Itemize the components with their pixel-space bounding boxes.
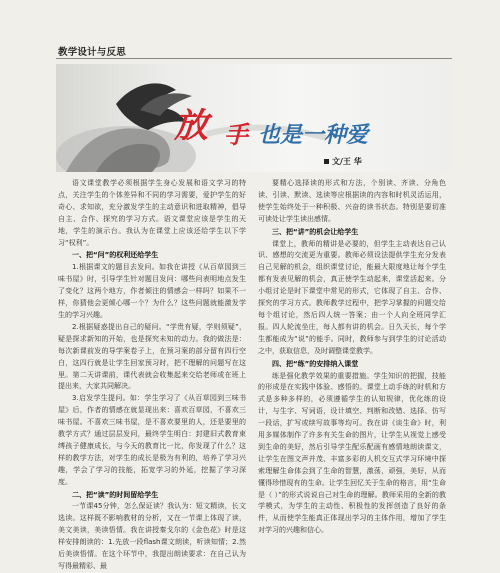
body-paragraph: 练是强化教学效果的重要措施。学生知识的把握，技能的形成是在实践中体验、感悟的。课堂上动手练的时机和方式是多种多样的，必须遵循学生的认知规律，优化练的设计，与生字、写词语，设计填空、判断和改错、选择、仿写一段话，扩写或续写故事等均可。我在讲《谈生命》时，利用多媒体制作了许多有关生命的图片，让学生从视觉上感受到生命的美好，然后引导学生配乐配画有感情地朗读课文，让学生在图文声并茂、丰富多彩的人机交互式学习环境中探索理解生命体会到了生命的智慧，激荡，顽强，美好，从而懂得珍惜现有的生命。让学生回忆关于生命的格言，用“生命是（ ）”的形式说说自己对生命的理解。教师采用的全新的教学模式，为学生的主动性、积极性的发挥创造了良好的条件，从而使学生能真正体现出学习的主体作用，增加了学生对学习的兴趣和信心。 bbox=[258, 371, 446, 535]
header-rule bbox=[56, 58, 452, 59]
section-heading: 一、把“问”的权利还给学生 bbox=[72, 251, 159, 260]
byline-text: 文/王 华 bbox=[332, 157, 362, 166]
body-paragraph: 2.根据疑惑提出自己的疑问。“学贵有疑，学则须疑”，疑是探求新知的开始，也是探究未知的动力。我的做法是：每次新课前发的导学案卷子上，在预习案的部分留有四行空白，这四行就是让学生回家预习时，把不理解的问题写在这里。第二天讲课前，课代表就会收集起来交给老师或在班上提出来，大家共同解决。 bbox=[58, 322, 246, 391]
article-title-fang: 放 bbox=[174, 106, 207, 146]
section-label: 教学设计与反思 bbox=[58, 47, 126, 58]
section-heading: 二、把“读”的时间留给学生 bbox=[72, 490, 159, 499]
body-paragraph: 一节课45分钟，怎么保证读？我认为：短文精读，长文选读。这样既不影响教材的分析，又在一节课上体现了读，美文美读，美读悟情。我在讲授秦戈尔的《金色花》时是这样安排朗读的：1.先放一段flash课文朗读，听读知情；2.然后美读悟情。在这个环节中，我提出朗读要求：在自己认为写得最精彩、最 bbox=[58, 502, 246, 570]
section-heading: 四、把“练”的安排纳入课堂 bbox=[272, 359, 359, 368]
body-paragraph: 1.根据课文的题目去发问。如我在讲授《从百草园到三味书屋》时，引导学生针对题目发问：哪些问表明地点发生了变化？这两个地方，作者倾注的情感会一样吗？如果不一样，你猜他会更倾心哪一个？为什么？这些问题就能激发学生的学习兴趣。 bbox=[58, 263, 246, 319]
section-heading: 三、把“讲”的机会让给学生 bbox=[272, 227, 359, 236]
body-paragraph: 语文课堂教学必须根据学生身心发展和语文学习的特点，关注学生的个体差异和不同的学习需要，爱护学生的好奇心、求知欲，充分激发学生的主动意识和进取精神，倡导自主、合作、探究的学习方式。语文课堂应该是学生的天地，学生的演示台。我认为在课堂上应该还给学生以下学习“权利”。 bbox=[58, 179, 246, 247]
body-paragraph: 课堂上，教师的精讲是必要的，但学生主动表达自己认识、感想的交流更为重要。教师必须设法提供学生充分发表自己见解的机会，组织课堂讨论，能最大限度地让每个学生都有发表见解的机会，真正使学生动起来，课堂活起来。分小组讨论是时下课堂中常见的形式，它体现了自主、合作、探究的学习方式。教师教学过程中，把学习掌握的问题交给每个组讨论，然后四人统一答案；由一个人向全班同学汇报。四人轮流坐庄，每人都有讲的机会。日久天长，每个学生都能成为“说”的能手。同时，教师参与到学生的讨论活动之中，获取信息，及时调整课堂教学。 bbox=[258, 239, 446, 355]
body-paragraph: 3.启发学生提问。如：学生学习了《从百草园到三味书屋》后，作者的情感在就显现出来：喜欢百草园，不喜欢三味书屋。不喜欢三味书屋，是不喜欢要里的人，还是要里的教学方式？通过层层发问，最终学生明白：封建旧式教育束缚孩子健康成长，与今天的教育比一比，你发现了什么？这样的教学方法，对学生的成长是极为有利的，培养了学习兴趣，学会了学习的技能，拓宽学习的外延，挖掘了学习深度。 bbox=[58, 394, 246, 486]
article-title-rest: 也是一种爱 bbox=[258, 122, 369, 148]
hands-and-dove-illustration bbox=[56, 64, 452, 172]
byline bbox=[324, 156, 362, 167]
article-title-shou: 手 bbox=[224, 120, 248, 149]
left-column bbox=[58, 178, 246, 573]
body-paragraph: 要精心选择读的形式和方法，个别读、齐读、分角色读、引读、默读、选读等应根据读的内容和时机灵活运用，使学生始终处于一种积极、兴奋的读书状态。特别是要切准可读处让学生读出感情。 bbox=[258, 179, 446, 223]
title-banner-image bbox=[56, 64, 452, 172]
right-column bbox=[258, 178, 446, 537]
square-bullet-icon bbox=[324, 159, 329, 164]
